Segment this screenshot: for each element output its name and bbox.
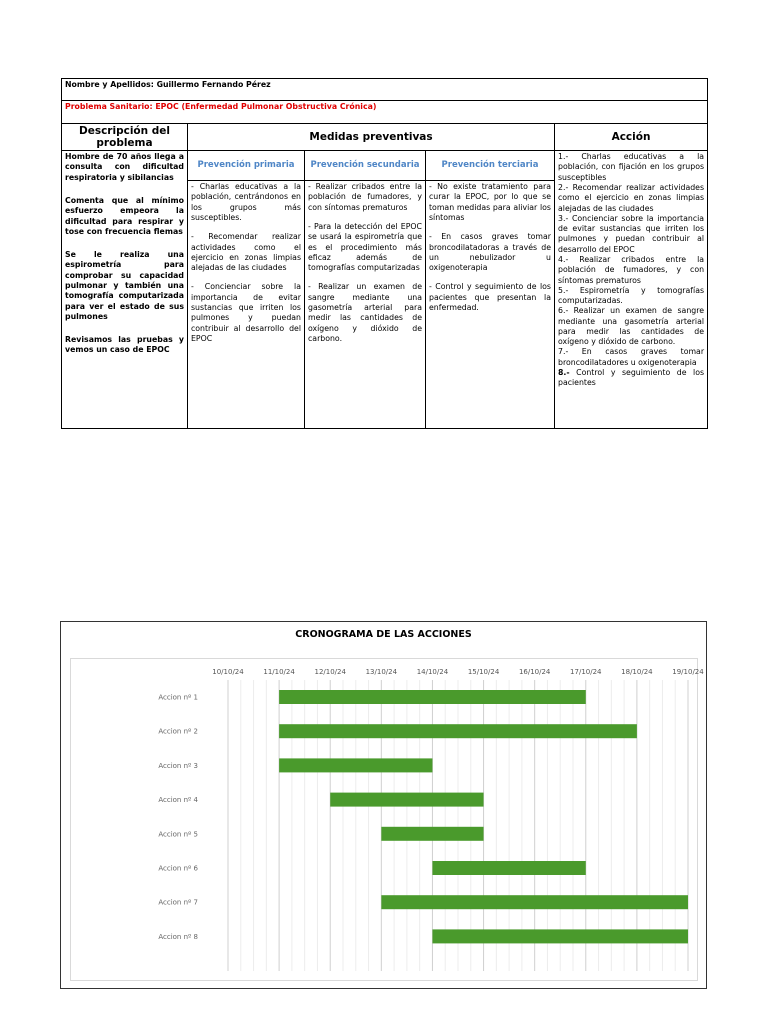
row-label: Accion nº 6 bbox=[158, 864, 198, 873]
chart-title: CRONOGRAMA DE LAS ACCIONES bbox=[295, 629, 472, 640]
action-header: Acción bbox=[555, 124, 708, 151]
x-tick-label: 10/10/24 bbox=[212, 668, 244, 676]
primary-measure: - Concienciar sobre la importancia de evitar sustancias que irriten los pulmones y puedan contribuir al desarrollo del EPOC bbox=[191, 282, 301, 343]
secondary-measure: - Realizar un examen de sangre mediante una gasometría arterial para medir las cantidades de oxígeno y dióxido de carbono. bbox=[308, 282, 422, 343]
description-paragraph: Comenta que al mínimo esfuerzo empeora la dificultad para respirar y tose con frecuencia flemas bbox=[65, 195, 184, 236]
action-list bbox=[555, 151, 708, 429]
action-item: 6.- Realizar un examen de sangre mediante una gasometría arterial para medir las cantidades de oxígeno y dióxido de carbono. bbox=[558, 306, 705, 347]
x-tick-label: 17/10/24 bbox=[570, 668, 602, 676]
row-label: Accion nº 4 bbox=[158, 796, 198, 805]
gantt-bar bbox=[279, 690, 586, 704]
secondary-prevention-measures bbox=[305, 181, 426, 429]
x-tick-label: 19/10/24 bbox=[672, 668, 704, 676]
action-item: 1.- Charlas educativas a la población, con fijación en los grupos susceptibles bbox=[558, 152, 705, 182]
description-paragraph: Hombre de 70 años llega a consulta con dificultad respiratoria y sibilancias bbox=[65, 152, 184, 182]
row-label: Accion nº 8 bbox=[158, 932, 198, 941]
action-item: 3.- Concienciar sobre la importancia de evitar sustancias que irriten los pulmones y puedan contribuir al desarrollo del EPOC bbox=[558, 213, 705, 254]
description-paragraph: Se le realiza una espirometría para comprobar su capacidad pulmonar y también una tomografía computarizada para ver el estado de sus pulmones bbox=[65, 250, 184, 321]
row-label: Accion nº 3 bbox=[158, 761, 198, 770]
health-problem: Problema Sanitario: EPOC (Enfermedad Pulmonar Obstructiva Crónica) bbox=[62, 101, 708, 124]
primary-prevention-header: Prevención primaria bbox=[188, 151, 305, 181]
tertiary-measure: - En casos graves tomar broncodilatadoras a través de un nebulizador u oxigenoterapia bbox=[429, 232, 551, 273]
description-header: Descripción del problema bbox=[62, 124, 188, 151]
tertiary-prevention-measures bbox=[426, 181, 555, 429]
secondary-measure: - Para la detección del EPOC se usará la espirometría que es el procedimiento más eficaz además de tomografías computarizadas bbox=[308, 221, 422, 273]
gantt-svg bbox=[71, 659, 704, 980]
row-label: Accion nº 2 bbox=[158, 727, 198, 736]
x-tick-label: 12/10/24 bbox=[314, 668, 346, 676]
x-tick-label: 13/10/24 bbox=[365, 668, 398, 676]
x-tick-label: 16/10/24 bbox=[518, 668, 551, 676]
gantt-bar bbox=[279, 724, 637, 738]
secondary-prevention-header: Prevención secundaria bbox=[305, 151, 426, 181]
x-tick-label: 11/10/24 bbox=[263, 668, 295, 676]
action-item: 8.- Control y seguimiento de los pacientes bbox=[558, 368, 705, 388]
row-label: Accion nº 1 bbox=[158, 693, 198, 702]
primary-measure: - Charlas educativas a la población, centrándonos en los grupos más susceptibles. bbox=[191, 182, 301, 222]
description-paragraph: Revisamos las pruebas y vemos un caso de EPOC bbox=[65, 335, 184, 355]
gantt-bar bbox=[432, 929, 688, 943]
gantt-bar bbox=[279, 758, 432, 772]
row-label: Accion nº 7 bbox=[158, 898, 198, 907]
action-item: 5.- Espirometría y tomografías computarizadas. bbox=[558, 285, 705, 306]
action-item: 2.- Recomendar realizar actividades como el ejercicio en zonas limpias alejadas de las ciudades bbox=[558, 182, 705, 213]
chart-plot-area bbox=[70, 658, 704, 981]
secondary-measure: - Realizar cribados entre la población de fumadores, y con síntomas prematuros bbox=[308, 182, 422, 212]
schedule-chart bbox=[60, 621, 707, 989]
primary-prevention-measures bbox=[188, 181, 305, 429]
action-item: 7.- En casos graves tomar broncodilatadores u oxigenoterapia bbox=[558, 347, 705, 367]
gantt-bar bbox=[330, 793, 483, 807]
measures-header: Medidas preventivas bbox=[188, 124, 555, 151]
gantt-bar bbox=[432, 861, 585, 875]
prevention-plan-table bbox=[61, 78, 708, 429]
problem-description bbox=[62, 151, 188, 429]
row-label: Accion nº 5 bbox=[158, 830, 198, 839]
gantt-bar bbox=[381, 895, 688, 909]
x-tick-label: 14/10/24 bbox=[416, 668, 449, 676]
x-tick-label: 15/10/24 bbox=[467, 668, 500, 676]
patient-name: Nombre y Apellidos: Guillermo Fernando Pérez bbox=[62, 79, 708, 101]
action-item: 4.- Realizar cribados entre la población de fumadores, y con síntomas prematuros bbox=[558, 254, 705, 285]
tertiary-prevention-header: Prevención terciaria bbox=[426, 151, 555, 181]
gantt-bar bbox=[381, 827, 483, 841]
x-tick-label: 18/10/24 bbox=[621, 668, 653, 676]
tertiary-measure: - Control y seguimiento de los pacientes que presentan la enfermedad. bbox=[429, 282, 551, 312]
primary-measure: - Recomendar realizar actividades como el ejercicio en zonas limpias alejadas de las ciudades bbox=[191, 232, 301, 273]
tertiary-measure: - No existe tratamiento para curar la EPOC, por lo que se toman medidas para aliviar los síntomas bbox=[429, 182, 551, 222]
